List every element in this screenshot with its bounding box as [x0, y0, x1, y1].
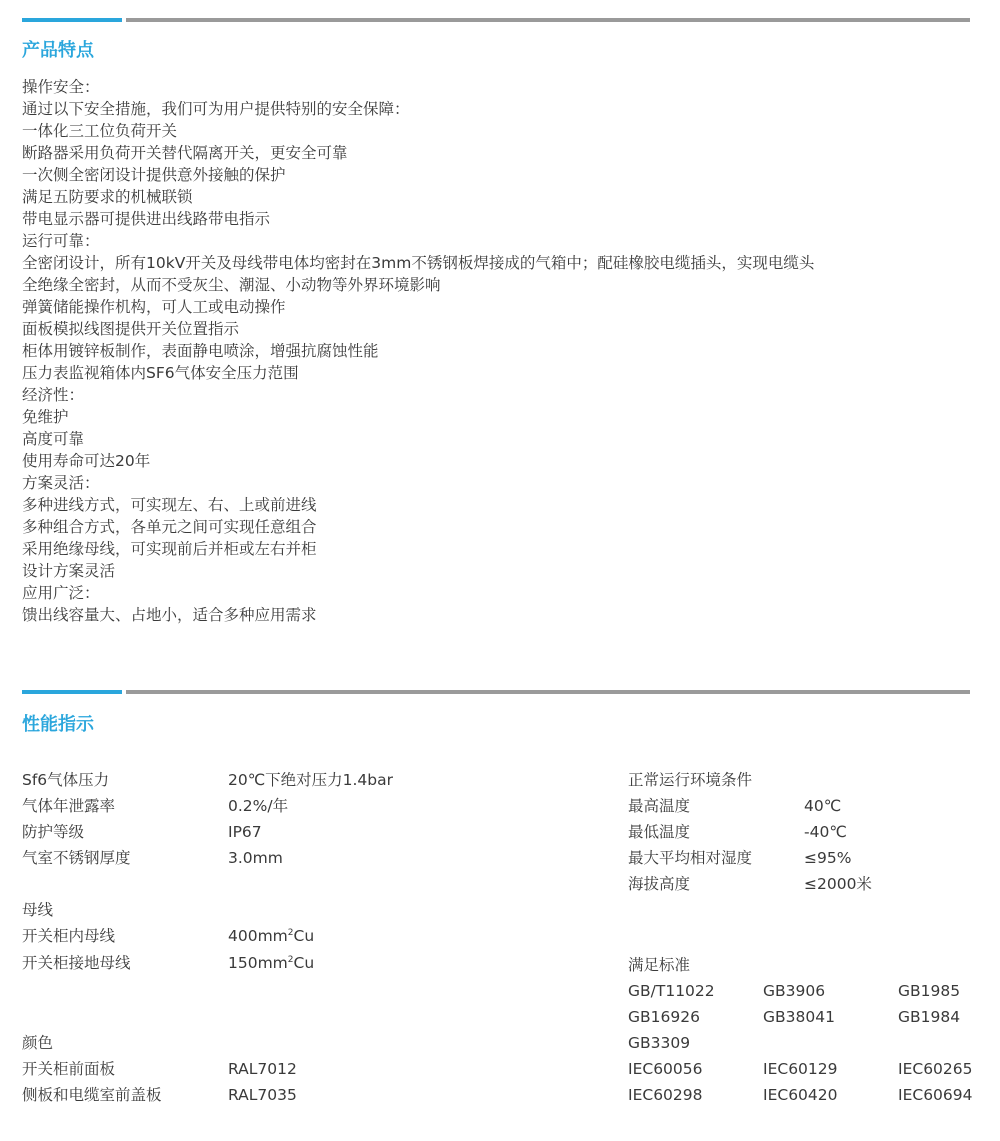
feature-line: 采用绝缘母线，可实现前后并柜或左右并柜: [22, 540, 317, 558]
divider-accent: [22, 18, 122, 22]
spec-label: 开关柜接地母线: [22, 954, 131, 972]
spec-heading-color: 颜色: [22, 1034, 54, 1052]
feature-line: 方案灵活：: [22, 474, 100, 492]
spec-label: 最高温度: [628, 797, 691, 815]
feature-line: 高度可靠: [22, 430, 85, 448]
spec-value: RAL7035: [228, 1086, 297, 1104]
standard-item: GB3309: [628, 1034, 691, 1052]
spec-value: ≤2000米: [804, 875, 872, 893]
feature-line: 弹簧储能操作机构，可人工或电动操作: [22, 298, 286, 316]
spec-value: 3.0mm: [228, 849, 283, 867]
features-list: [22, 76, 982, 626]
feature-line: 操作安全：: [22, 78, 100, 96]
feature-line: 一次侧全密闭设计提供意外接触的保护: [22, 166, 286, 184]
section-title-performance: 性能指示: [22, 714, 94, 735]
standard-item: IEC60298: [628, 1086, 703, 1104]
feature-line: 多种组合方式，各单元之间可实现任意组合: [22, 518, 317, 536]
feature-line: 应用广泛：: [22, 584, 100, 602]
spec-heading-standards: 满足标准: [628, 956, 691, 974]
standard-item: GB3906: [763, 982, 826, 1000]
standard-item: IEC60129: [763, 1060, 838, 1078]
section-title-features: 产品特点: [22, 40, 94, 61]
feature-line: 满足五防要求的机械联锁: [22, 188, 193, 206]
standard-item: IEC60265: [898, 1060, 973, 1078]
standard-item: GB16926: [628, 1008, 700, 1026]
feature-line: 一体化三工位负荷开关: [22, 122, 178, 140]
standard-item: GB38041: [763, 1008, 835, 1026]
divider-accent: [22, 690, 122, 694]
feature-line: 柜体用镀锌板制作，表面静电喷涂，增强抗腐蚀性能: [22, 342, 379, 360]
spec-value-main: 150mm: [228, 954, 288, 972]
spec-label: 最大平均相对湿度: [628, 849, 753, 867]
feature-line: 使用寿命可达20年: [22, 452, 151, 470]
spec-value: 20℃下绝对压力1.4bar: [228, 771, 393, 789]
standard-item: IEC60420: [763, 1086, 838, 1104]
spec-value: RAL7012: [228, 1060, 297, 1078]
standard-item: IEC60056: [628, 1060, 703, 1078]
spec-value: 0.2%/年: [228, 797, 289, 815]
spec-label: 气室不锈钢厚度: [22, 849, 131, 867]
feature-line: 压力表监视箱体内SF6气体安全压力范围: [22, 364, 299, 382]
spec-value-sup: 2: [287, 954, 294, 965]
divider-line: [126, 18, 970, 22]
spec-label: 防护等级: [22, 823, 85, 841]
divider-line: [126, 690, 970, 694]
standard-item: GB1985: [898, 982, 961, 1000]
feature-line: 面板模拟线图提供开关位置指示: [22, 320, 240, 338]
feature-line: 经济性：: [22, 386, 85, 404]
feature-line: 设计方案灵活: [22, 562, 116, 580]
section-divider-features: [22, 18, 970, 22]
spec-value: IP67: [228, 823, 262, 841]
spec-value: -40℃: [804, 823, 847, 841]
feature-line: 多种进线方式，可实现左、右、上或前进线: [22, 496, 317, 514]
feature-line: 全密闭设计，所有10kV开关及母线带电体均密封在3mm不锈钢板焊接成的气箱中；配硅橡胶电缆插头，实现电缆头: [22, 254, 815, 272]
standard-item: IEC60694: [898, 1086, 973, 1104]
spec-value-main: 400mm: [228, 927, 288, 945]
feature-line: 运行可靠：: [22, 232, 100, 250]
spec-label: 气体年泄露率: [22, 797, 116, 815]
spec-label: 最低温度: [628, 823, 691, 841]
spec-value: [228, 953, 314, 973]
feature-line: 免维护: [22, 408, 69, 426]
spec-value-tail: Cu: [293, 927, 315, 945]
spec-value-tail: Cu: [293, 954, 315, 972]
spec-value: [228, 926, 314, 946]
feature-line: 带电显示器可提供进出线路带电指示: [22, 210, 271, 228]
section-divider-performance: [22, 690, 970, 694]
spec-value-sup: 2: [287, 927, 294, 938]
spec-label: 侧板和电缆室前盖板: [22, 1086, 162, 1104]
spec-label: 开关柜前面板: [22, 1060, 116, 1078]
spec-label: 海拔高度: [628, 875, 691, 893]
spec-label: Sf6气体压力: [22, 771, 110, 789]
standard-item: GB/T11022: [628, 982, 715, 1000]
spec-value: 40℃: [804, 797, 842, 815]
standard-item: GB1984: [898, 1008, 961, 1026]
spec-value: ≤95%: [804, 849, 852, 867]
spec-heading-environment: 正常运行环境条件: [628, 771, 753, 789]
spec-label: 开关柜内母线: [22, 927, 116, 945]
feature-line: 通过以下安全措施，我们可为用户提供特别的安全保障：: [22, 100, 410, 118]
feature-line: 全绝缘全密封，从而不受灰尘、潮湿、小动物等外界环境影响: [22, 276, 441, 294]
spec-heading-busbar: 母线: [22, 901, 54, 919]
feature-line: 断路器采用负荷开关替代隔离开关，更安全可靠: [22, 144, 348, 162]
feature-line: 馈出线容量大、占地小，适合多种应用需求: [22, 606, 317, 624]
